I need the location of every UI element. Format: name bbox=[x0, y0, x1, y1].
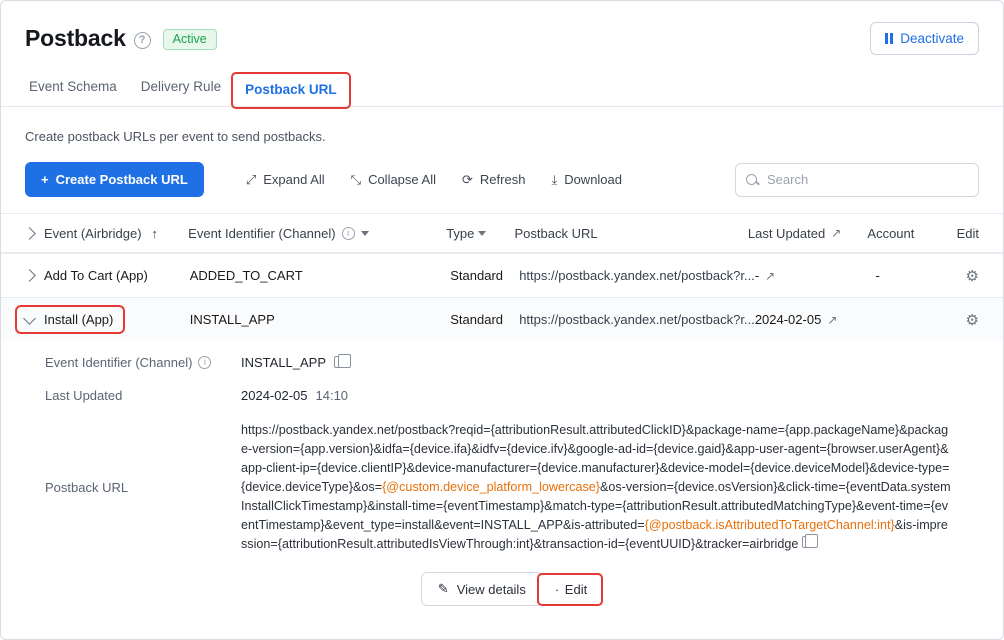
refresh-button[interactable] bbox=[462, 172, 525, 188]
row-event-label: Add To Cart (App) bbox=[44, 268, 148, 283]
table-row[interactable] bbox=[1, 297, 1003, 341]
info-icon[interactable]: i bbox=[342, 227, 355, 240]
row-event-cell[interactable] bbox=[25, 307, 190, 332]
page-header bbox=[1, 1, 1003, 57]
toolbar-actions bbox=[246, 172, 622, 188]
collapse-all-button[interactable] bbox=[351, 172, 436, 188]
detail-url-label: Postback URL bbox=[45, 480, 129, 495]
column-identifier bbox=[188, 226, 446, 241]
tab-postback-url[interactable]: Postback URL bbox=[233, 74, 349, 107]
column-event[interactable] bbox=[25, 226, 188, 241]
refresh-icon: ⟳ bbox=[462, 171, 473, 187]
url-part: &os-version={device.osVersion}&click-time={eventData.systemInstallClickTimestamp}&install-time={eventTimestamp}&match-type={attributionResult.attributedMatchingType}&event-time={eventTimestamp}&event_type=install&event=INSTALL_APP&is-attributed= bbox=[241, 480, 951, 532]
edit-label: Edit bbox=[564, 581, 588, 597]
column-last-updated-label: Last Updated bbox=[747, 225, 826, 241]
row-last-updated-value: 2024-02-05 bbox=[754, 312, 822, 327]
url-part: &is-impression={attributionResult.attributedIsViewThrough:int}&transaction-id={eventUUID}&tracker=airbridge bbox=[241, 518, 948, 551]
row-last-updated bbox=[755, 312, 876, 327]
row-url: https://postback.yandex.net/postback?r... bbox=[519, 268, 755, 283]
detail-identifier-value-text: INSTALL_APP bbox=[241, 355, 327, 370]
table-row[interactable] bbox=[1, 253, 1003, 297]
detail-last-updated-date: 2024-02-05 bbox=[241, 388, 308, 403]
row-type: Standard bbox=[450, 268, 504, 283]
row-identifier: ADDED_TO_CART bbox=[189, 268, 303, 283]
column-url: Postback URL bbox=[514, 225, 598, 241]
sort-arrow-icon[interactable]: ↑ bbox=[151, 225, 159, 241]
download-icon: ⤓ bbox=[551, 171, 558, 187]
chevron-right-icon[interactable] bbox=[23, 227, 36, 240]
external-link-icon[interactable]: ↗ bbox=[827, 312, 838, 327]
tab-event-schema[interactable]: Event Schema bbox=[29, 79, 117, 94]
postback-url-text bbox=[241, 421, 953, 554]
question-icon[interactable]: ? bbox=[134, 32, 151, 49]
tab-bar bbox=[1, 65, 1003, 107]
deactivate-button[interactable] bbox=[870, 22, 979, 55]
sort-external-icon[interactable]: ↗ bbox=[831, 226, 842, 240]
gear-icon[interactable]: ⚙ bbox=[965, 267, 979, 285]
copy-icon[interactable] bbox=[802, 536, 813, 548]
url-token: {@custom.device_platform_lowercase} bbox=[382, 480, 600, 494]
edit-button[interactable] bbox=[537, 573, 603, 606]
search-input[interactable] bbox=[765, 171, 968, 188]
expand-install-row-toggle[interactable] bbox=[17, 307, 123, 332]
create-postback-url-button[interactable] bbox=[25, 162, 204, 197]
refresh-label: Refresh bbox=[479, 172, 526, 187]
create-postback-url-label: Create Postback URL bbox=[55, 172, 188, 187]
detail-identifier-label-text: Event Identifier (Channel) bbox=[45, 355, 193, 370]
row-detail-panel bbox=[1, 341, 1003, 606]
column-type-label: Type bbox=[446, 225, 475, 241]
column-type bbox=[446, 226, 514, 241]
detail-last-updated-row bbox=[45, 388, 979, 403]
gear-icon[interactable]: ⚙ bbox=[965, 311, 979, 329]
page-subtitle: Create postback URLs per event to send postbacks. bbox=[25, 129, 326, 144]
view-details-button[interactable] bbox=[421, 572, 543, 606]
search-box[interactable] bbox=[735, 163, 979, 197]
pause-icon bbox=[885, 33, 893, 44]
collapse-all-label: Collapse All bbox=[368, 172, 436, 187]
row-account: - bbox=[875, 268, 880, 283]
detail-identifier-row bbox=[45, 355, 979, 370]
row-last-updated-value: - bbox=[754, 268, 760, 283]
pencil-icon: ✎ bbox=[437, 581, 449, 596]
row-url: https://postback.yandex.net/postback?r... bbox=[519, 312, 755, 327]
column-account: Account bbox=[867, 225, 915, 241]
row-last-updated bbox=[755, 268, 876, 283]
detail-footer-actions bbox=[45, 572, 979, 606]
expand-icon: ⤢ bbox=[245, 171, 257, 187]
collapse-icon: ⤡ bbox=[350, 171, 362, 187]
chevron-right-icon[interactable] bbox=[23, 269, 36, 282]
chevron-down-icon[interactable] bbox=[23, 312, 36, 325]
deactivate-label: Deactivate bbox=[900, 30, 964, 46]
detail-url-row bbox=[45, 421, 979, 554]
download-button[interactable] bbox=[551, 172, 622, 188]
plus-icon: + bbox=[41, 172, 49, 187]
download-label: Download bbox=[564, 172, 623, 187]
tab-delivery-rule[interactable]: Delivery Rule bbox=[140, 79, 222, 94]
column-identifier-label: Event Identifier (Channel) bbox=[188, 225, 336, 241]
page-title: Postback bbox=[25, 24, 126, 51]
chevron-down-icon[interactable] bbox=[361, 231, 369, 236]
external-link-icon[interactable]: ↗ bbox=[765, 268, 776, 283]
row-event-cell[interactable] bbox=[25, 268, 190, 283]
url-part: https://postback.yandex.net/postback?reqid={attributionResult.attributedClickID}&package-name={app.packageName}&package-version={app.version}&idfa={device.ifa}&idfv={device.ifv}&google-ad-id={device.gaid}&app-user-agent={browser.userAgent}&app-client-ip={device.clientIP}&device-manufacturer={device.manufacturer}&device-model={device.deviceModel}&device-type={device.deviceType}&os= bbox=[241, 423, 950, 494]
detail-last-updated-time: 14:10 bbox=[315, 388, 349, 403]
copy-icon[interactable] bbox=[334, 356, 345, 368]
detail-last-updated-label: Last Updated bbox=[45, 388, 123, 403]
row-edit[interactable] bbox=[966, 267, 979, 285]
row-type: Standard bbox=[450, 312, 504, 327]
url-token: {@postback.isAttributedToTargetChannel:int} bbox=[644, 518, 895, 532]
column-event-label: Event (Airbridge) bbox=[44, 225, 142, 241]
view-details-label: View details bbox=[456, 581, 526, 597]
search-icon bbox=[746, 174, 757, 185]
info-icon[interactable]: i bbox=[198, 356, 211, 369]
expand-all-button[interactable] bbox=[246, 172, 325, 188]
row-identifier: INSTALL_APP bbox=[189, 312, 275, 327]
detail-identifier-value bbox=[241, 355, 345, 370]
table-header-row bbox=[1, 213, 1003, 253]
detail-identifier-label bbox=[45, 355, 241, 370]
row-edit[interactable] bbox=[966, 311, 979, 329]
separator: · bbox=[554, 581, 560, 597]
detail-url-value bbox=[241, 421, 953, 554]
chevron-down-icon[interactable] bbox=[478, 231, 486, 236]
column-last-updated bbox=[748, 226, 868, 241]
status-badge: Active bbox=[163, 29, 217, 50]
expand-all-label: Expand All bbox=[263, 172, 325, 187]
toolbar bbox=[1, 144, 1003, 197]
row-event-label: Install (App) bbox=[44, 312, 114, 327]
postback-table bbox=[1, 213, 1003, 341]
column-edit: Edit bbox=[956, 225, 979, 241]
detail-last-updated-value bbox=[241, 388, 348, 403]
